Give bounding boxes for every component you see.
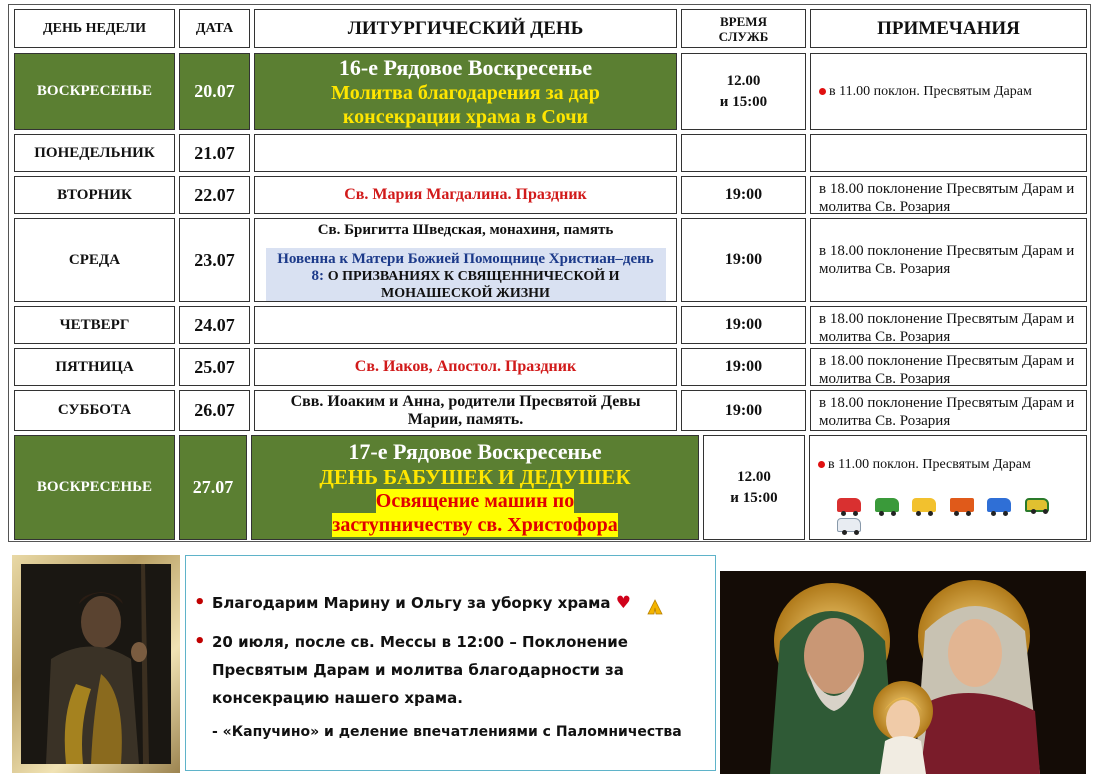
day-label: ВОСКРЕСЕНЬЕ — [36, 479, 153, 495]
row-sun1-date — [179, 53, 250, 130]
note-line — [818, 456, 1031, 474]
sunday-title: 17-е Рядовое Воскресенье — [348, 438, 602, 464]
row-wed-liturgical — [254, 218, 677, 302]
header-notes — [810, 9, 1087, 48]
blessing-line1: Освящение машин по — [375, 489, 575, 512]
note-text: в 11.00 поклон. Пресвятым Дарам — [829, 83, 1032, 99]
day-label: ПЯТНИЦА — [55, 358, 134, 375]
row-tue-liturgical — [254, 176, 677, 214]
row-tue-day — [14, 176, 175, 214]
feast-text: Св. Иаков, Апостол. Праздник — [354, 358, 577, 375]
joachim-anne-painting-icon — [720, 571, 1086, 774]
row-mon-time — [681, 134, 806, 172]
row-wed-day — [14, 218, 175, 302]
row-tue-note — [810, 176, 1087, 214]
row-mon-day — [14, 134, 175, 172]
date-label: 22.07 — [194, 184, 235, 205]
time-label: 19:00 — [724, 186, 763, 203]
row-fri-note — [810, 348, 1087, 386]
memorial-text: Свв. Иоаким и Анна, родители Пресвятой Девы Марии, память. — [290, 392, 641, 428]
joachim-anne-icon-frame — [720, 571, 1086, 774]
row-sat-note — [810, 390, 1087, 431]
announcement-item-1 — [212, 589, 664, 617]
time-line1: 12.00 — [737, 468, 771, 485]
announcement-item-2 — [212, 628, 628, 712]
row-thu-liturgical — [254, 306, 677, 344]
time-label: 19:00 — [724, 251, 763, 268]
header-time-label: ВРЕМЯ СЛУЖБ — [718, 13, 769, 44]
date-label: 27.07 — [192, 477, 234, 497]
row-sun2-date — [179, 435, 247, 540]
row-thu-day — [14, 306, 175, 344]
note-text: в 11.00 поклон. Пресвятым Дарам — [828, 457, 1031, 472]
row-sun2-time — [703, 435, 805, 540]
day-label: ЧЕТВЕРГ — [59, 316, 130, 333]
row-thu-date — [179, 306, 250, 344]
day-label: ВТОРНИК — [57, 186, 132, 203]
time-line2: и 15:00 — [719, 93, 768, 110]
row-sat-day — [14, 390, 175, 431]
time-label: 19:00 — [724, 358, 763, 375]
red-dot-icon — [818, 461, 825, 468]
day-label: СРЕДА — [68, 251, 121, 268]
header-liturgical-label: ЛИТУРГИЧЕСКИЙ ДЕНЬ — [347, 17, 584, 39]
announcement-line: Пресвятым Дарам и молитва благодарности за — [212, 661, 624, 679]
row-fri-liturgical — [254, 348, 677, 386]
car-green-icon — [875, 498, 899, 512]
row-thu-note — [810, 306, 1087, 344]
car-blue-icon — [987, 498, 1011, 512]
day-label: СУББОТА — [57, 402, 132, 418]
st-christopher-icon-frame — [12, 555, 180, 773]
note-text: в 18.00 поклонение Пресвятым Дарам и молитва Св. Розария — [819, 395, 1075, 429]
header-notes-label: ПРИМЕЧАНИЯ — [877, 17, 1020, 39]
day-label: ПОНЕДЕЛЬНИК — [34, 144, 155, 161]
header-date — [179, 9, 250, 48]
header-day-label: ДЕНЬ НЕДЕЛИ — [43, 20, 146, 36]
lower-section — [0, 550, 1098, 780]
minibus-icon — [837, 518, 861, 532]
blessing-line2: заступничеству св. Христофора — [332, 513, 618, 536]
red-dot-icon — [819, 88, 826, 95]
note-text: в 18.00 поклонение Пресвятым Дарам и молитва Св. Розария — [819, 181, 1075, 214]
car-red-icon — [837, 498, 861, 512]
row-sun1-note — [810, 53, 1087, 130]
row-tue-time — [681, 176, 806, 214]
row-mon-date — [179, 134, 250, 172]
note-text: в 18.00 поклонение Пресвятым Дарам и молитва Св. Розария — [819, 353, 1075, 386]
row-sun1-liturgical — [254, 53, 677, 130]
row-sat-time — [681, 390, 806, 431]
row-fri-time — [681, 348, 806, 386]
row-sat-liturgical — [254, 390, 677, 431]
row-wed-note — [810, 218, 1087, 302]
sunday-subtitle: ДЕНЬ БАБУШЕК И ДЕДУШЕК — [319, 464, 631, 489]
header-liturgical — [254, 9, 677, 48]
row-thu-time — [681, 306, 806, 344]
header-day — [14, 9, 175, 48]
date-label: 21.07 — [194, 142, 235, 163]
novena-topic: О ПРИЗВАНИЯХ К СВЯЩЕННИЧЕСКОЙ И МОНАШЕСКОЙ ЖИЗНИ — [327, 269, 620, 301]
date-label: 26.07 — [194, 400, 235, 420]
feast-text: Св. Мария Магдалина. Праздник — [344, 186, 587, 203]
announcement-line: консекрацию нашего храма. — [212, 689, 463, 707]
row-sun1-day — [14, 53, 175, 130]
row-wed-time — [681, 218, 806, 302]
row-wed-date — [179, 218, 250, 302]
row-fri-day — [14, 348, 175, 386]
truck-icon — [950, 498, 974, 512]
row-fri-date — [179, 348, 250, 386]
rickshaw-icon — [1025, 498, 1049, 512]
novena-title: Новенна к Матери Божией Помощнице Христиан–день 8: — [277, 251, 654, 284]
announcement-text: Благодарим Марину и Ольгу за уборку храма — [212, 594, 611, 612]
time-line1: 12.00 — [726, 72, 761, 89]
time-label: 19:00 — [724, 316, 763, 333]
row-sun2-note — [809, 435, 1087, 540]
heart-icon: ♥ — [615, 593, 632, 613]
day-label: ВОСКРЕСЕНЬЕ — [36, 83, 153, 99]
novena-box — [266, 248, 666, 302]
header-time — [681, 9, 806, 48]
praying-hands-icon — [646, 596, 664, 612]
date-label: 23.07 — [194, 249, 235, 270]
row-tue-date — [179, 176, 250, 214]
row-sun1-time — [681, 53, 806, 130]
date-label: 20.07 — [194, 81, 235, 101]
announcement-item-3: - «Капучино» и деление впечатлениями с Паломничества — [212, 724, 682, 740]
row-sat-date — [179, 390, 250, 431]
row-mon-liturgical — [254, 134, 677, 172]
date-label: 25.07 — [194, 356, 235, 377]
row-sun2-day — [14, 435, 175, 540]
taxi-icon — [912, 498, 936, 512]
note-text: в 18.00 поклонение Пресвятым Дарам и молитва Св. Розария — [819, 311, 1075, 344]
header-date-label: ДАТА — [195, 20, 234, 36]
announcements-box — [185, 555, 716, 771]
car-icons-row — [818, 498, 1086, 538]
announcement-line: • 20 июля, после св. Мессы в 12:00 – Поклонение — [212, 633, 628, 651]
st-christopher-painting-icon — [21, 564, 171, 764]
row-sun2-liturgical — [251, 435, 699, 540]
memorial-text: Св. Бригитта Шведская, монахиня, память — [317, 222, 614, 238]
sunday-title: 16-е Рядовое Воскресенье — [338, 54, 593, 80]
time-label: 19:00 — [724, 401, 763, 419]
note-text: в 18.00 поклонение Пресвятым Дарам и молитва Св. Розария — [819, 243, 1075, 277]
date-label: 24.07 — [194, 314, 235, 335]
sunday-subtitle: Молитва благодарения за дар консекрации храма в Сочи — [331, 81, 600, 128]
time-line2: и 15:00 — [730, 489, 778, 506]
row-mon-note — [810, 134, 1087, 172]
